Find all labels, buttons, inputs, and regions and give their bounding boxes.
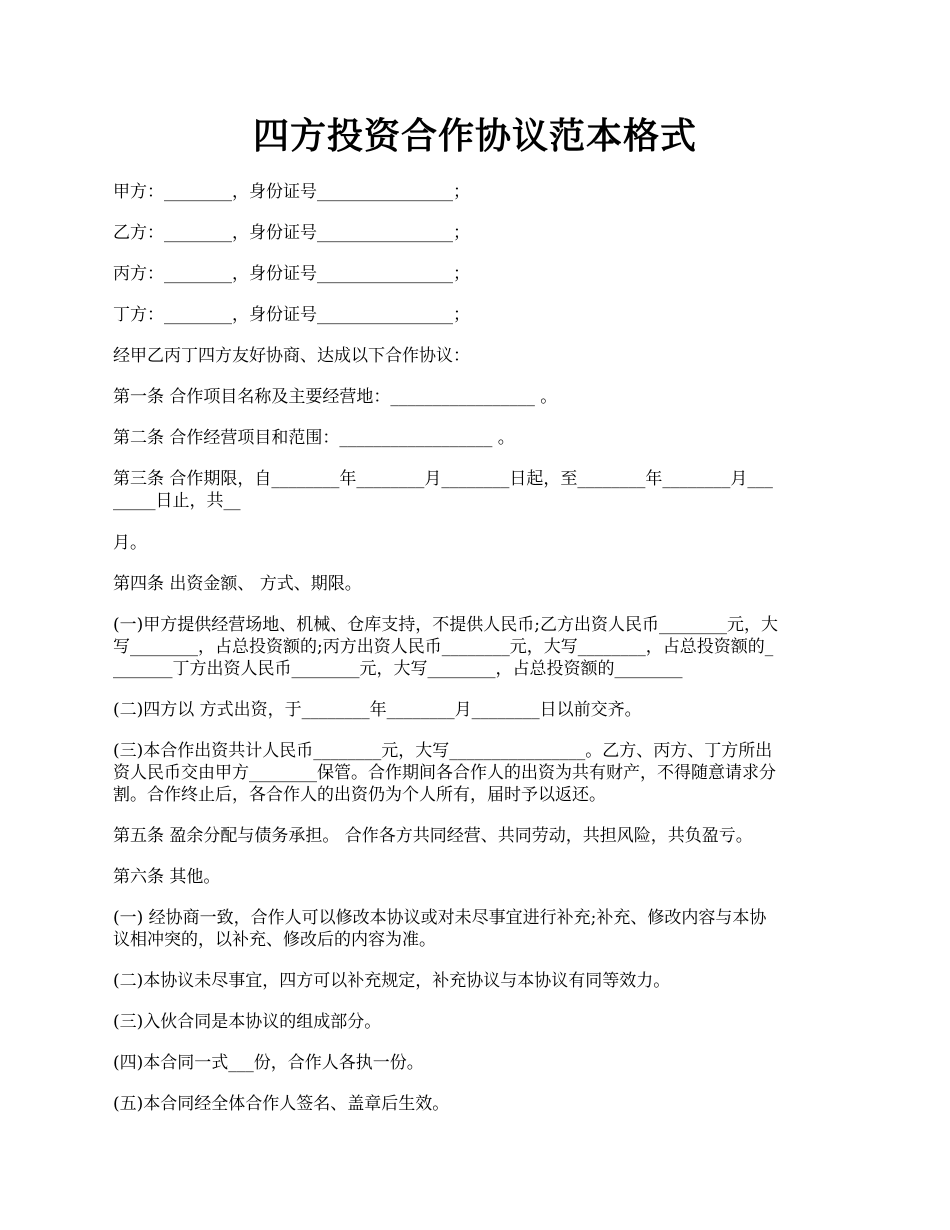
party-a-line: 甲方：________，身份证号________________；: [113, 182, 470, 202]
article-4-clause-1-line-3: _______丁方出资人民币________元，大写________，占总投资额的________: [113, 659, 683, 679]
party-b-line: 乙方：________，身份证号________________；: [113, 223, 470, 243]
article-6-clause-2: (二)本协议未尽事宜，四方可以补充规定，补充协议与本协议有同等效力。: [113, 971, 671, 991]
article-3-month: 月。: [113, 533, 147, 553]
article-4-clause-1-line-1: (一)甲方提供经营场地、机械、仓库支持，不提供人民币;乙方出资人民币________元，大: [113, 615, 778, 635]
article-6-clause-3: (三)入伙合同是本协议的组成部分。: [113, 1012, 382, 1032]
article-6-clause-1: [113, 907, 840, 951]
document-title: 四方投资合作协议范本格式: [252, 115, 697, 157]
article-4-clause-3-line-3: 割。合作终止后，各合作人的出资仍为个人所有，届时予以返还。: [113, 785, 606, 805]
article-6-clause-1-line-1: (一) 经协商一致，合作人可以修改本协议或对未尽事宜进行补充;补充、修改内容与本协: [113, 908, 767, 928]
article-3-line-2: _____日止，共__: [113, 491, 241, 511]
article-4-clause-2: (二)四方以 方式出资，于________年________月________日以前交齐。: [113, 700, 642, 720]
article-5: 第五条 盈余分配与债务承担。 合作各方共同经营、共同劳动，共担风险，共负盈亏。: [113, 826, 753, 846]
article-6-clause-1-line-2: 议相冲突的，以补充、修改后的内容为准。: [113, 930, 436, 950]
party-d-line: 丁方：________，身份证号________________；: [113, 305, 470, 325]
article-4-clause-1: [113, 614, 840, 680]
article-4-clause-1-line-2: 写________，占总投资额的;丙方出资人民币________元，大写________，占总投资额的_: [113, 637, 774, 657]
article-2: 第二条 合作经营项目和范围：__________________ 。: [113, 428, 515, 448]
article-3-line-1: 第三条 合作期限，自________年________月________日起，至________年________月___: [113, 469, 773, 489]
article-4: 第四条 出资金额、 方式、期限。: [113, 574, 362, 594]
article-1: 第一条 合作项目名称及主要经营地：_________________ 。: [113, 387, 558, 407]
article-3: [113, 468, 840, 512]
article-4-clause-3-line-1: (三)本合作出资共计人民币________元，大写________________。乙方、丙方、丁方所出: [113, 741, 773, 761]
party-c-line: 丙方：________，身份证号________________；: [113, 264, 470, 284]
document-body: [113, 181, 840, 1134]
intro-paragraph: 经甲乙丙丁四方友好协商、达成以下合作协议：: [113, 346, 470, 366]
article-4-clause-3: [113, 740, 840, 806]
article-6-clause-5: (五)本合同经全体合作人签名、盖章后生效。: [113, 1094, 450, 1114]
article-4-clause-3-line-2: 资人民币交由甲方________保管。合作期间各合作人的出资为共有财产，不得随意请求分: [113, 763, 776, 783]
article-6-clause-4: (四)本合同一式___份，合作人各执一份。: [113, 1053, 424, 1073]
article-6: 第六条 其他。: [113, 867, 221, 887]
